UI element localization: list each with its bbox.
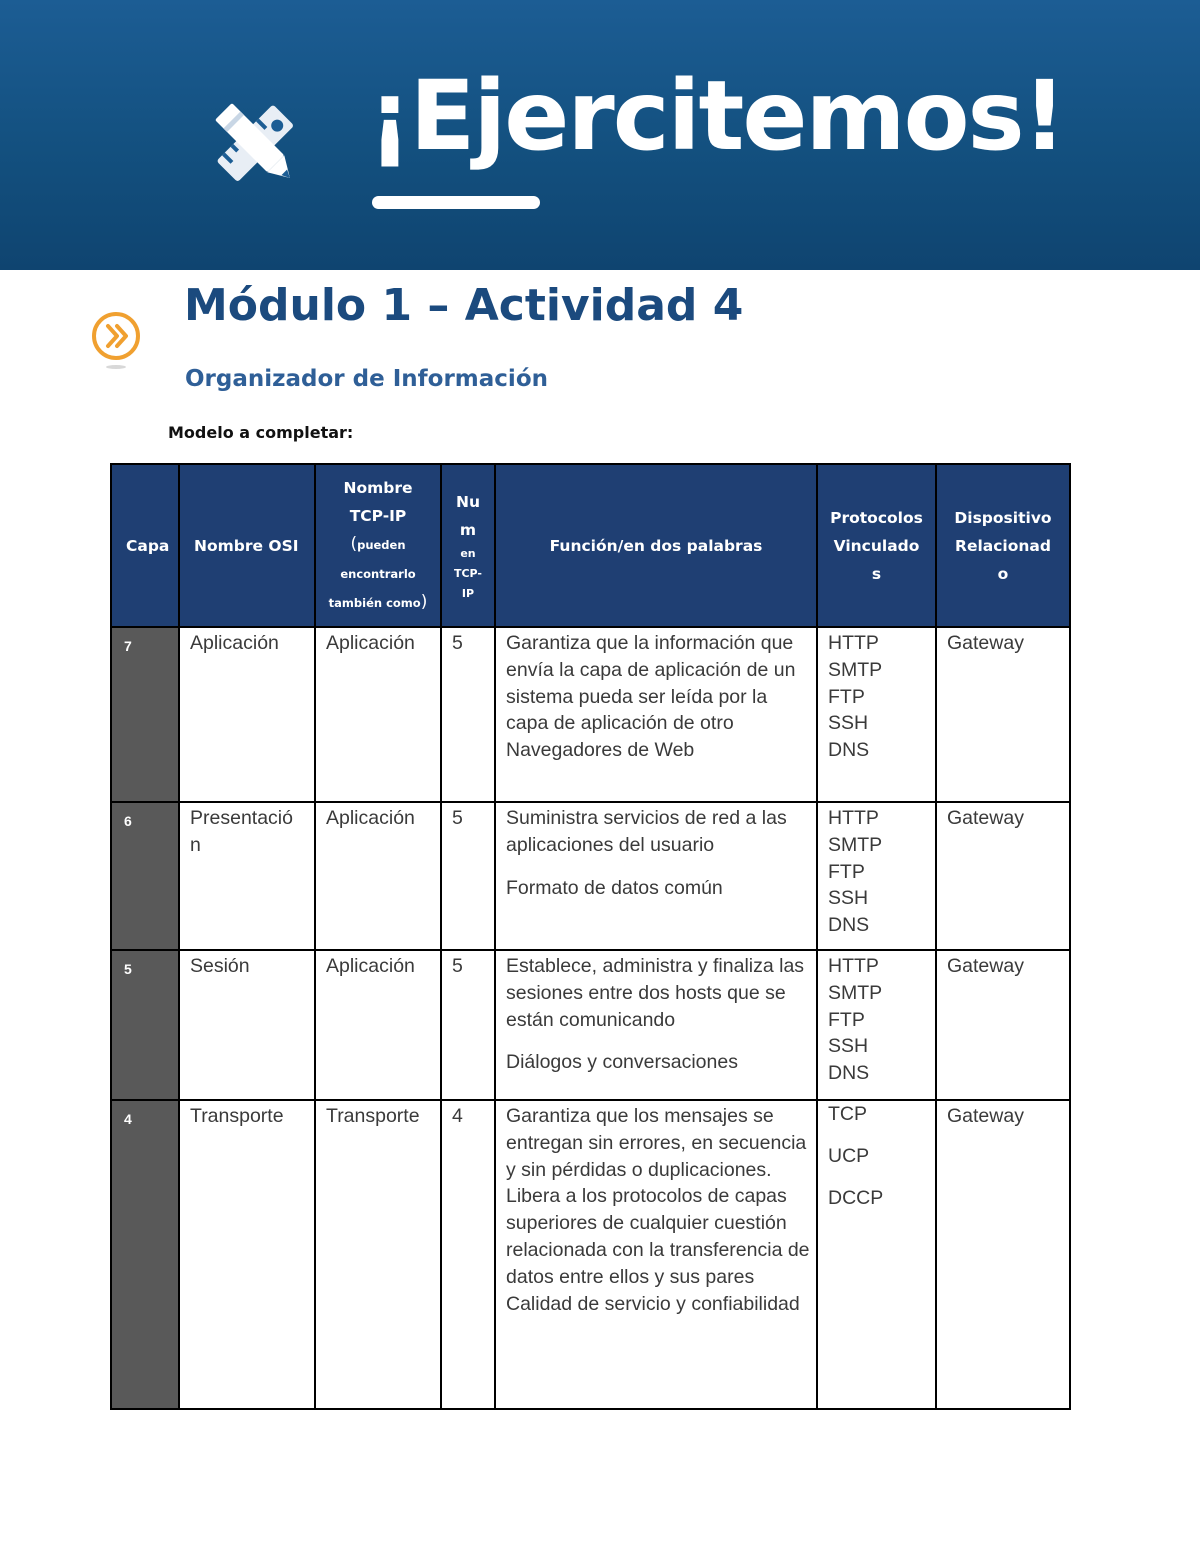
header-banner [0,0,1200,270]
function-cell [495,1100,817,1409]
protocol-item: FTP [828,860,865,883]
device-cell: Gateway [936,802,1070,950]
protocols-cell [817,627,936,802]
layer-number: 4 [111,1100,179,1409]
ruler-pencil-tools-icon [196,84,316,204]
device-cell: Gateway [936,950,1070,1100]
protocol-item: HTTP [828,632,879,654]
double-chevron-right-icon [88,310,144,370]
title-underline [372,196,540,209]
header-capa: Capa [111,464,179,627]
function-summary: Formato de datos común [506,876,723,899]
function-summary: Diálogos y conversaciones [506,1051,738,1074]
protocol-item: DNS [828,914,870,937]
module-title: Módulo 1 – Actividad 4 [184,280,744,331]
protocol-item: DNS [828,1062,870,1085]
tcp-num: 4 [441,1100,495,1409]
table-row [111,802,1070,950]
protocol-item: SSH [828,712,869,735]
banner-title: ¡Ejercitemos! [368,60,1065,172]
table-row [111,950,1070,1100]
module-subtitle: Organizador de Información [185,366,548,392]
function-cell [495,627,817,802]
protocol-item: SMTP [828,981,883,1004]
protocols-cell [817,950,936,1100]
osi-name: Transporte [179,1100,315,1409]
protocols-cell [817,1100,936,1409]
device-cell: Gateway [936,1100,1070,1409]
layer-number: 7 [111,627,179,802]
protocols-cell [817,802,936,950]
tcp-num: 5 [441,627,495,802]
table-row [111,1100,1070,1409]
header-dispositivo: Dispositivo Relacionad o [936,464,1070,627]
function-summary: Calidad de servicio y confiabilidad [506,1292,800,1315]
tcp-num: 5 [441,950,495,1100]
protocol-item: UCP [828,1145,870,1167]
model-label: Modelo a completar: [168,423,354,442]
function-cell [495,802,817,950]
table-row [111,627,1070,802]
tcp-name: Aplicación [315,950,441,1100]
tcp-name: Aplicación [315,627,441,802]
osi-name: Sesión [179,950,315,1100]
table-header-row [111,464,1070,627]
protocol-item: DCCP [828,1187,884,1209]
protocol-item: FTP [828,1008,865,1031]
tcp-name: Aplicación [315,802,441,950]
tcp-num: 5 [441,802,495,950]
device-cell: Gateway [936,627,1070,802]
protocol-item: DNS [828,739,870,762]
protocol-item: SSH [828,1035,869,1058]
osi-name: Aplicación [179,627,315,802]
protocol-item: TCP [828,1103,867,1125]
protocol-item: HTTP [828,955,879,977]
function-text: Garantiza que la información que envía la capa de aplicación de un sistema pueda ser leída por la capa de aplicación de otro [506,632,796,735]
protocol-item: SMTP [828,833,883,856]
osi-name: Presentació n [179,802,315,950]
header-nombre-tcp-ip: Nombre TCP-IP (pueden encontrarlo también como) [315,464,441,627]
header-nombre-osi: Nombre OSI [179,464,315,627]
protocol-item: SMTP [828,658,883,681]
protocol-item: SSH [828,887,869,910]
header-num: Nu m en TCP- IP [441,464,495,627]
protocol-item: FTP [828,685,865,708]
osi-organizer-table [110,463,1071,1410]
header-funcion: Función/en dos palabras [495,464,817,627]
tcp-name: Transporte [315,1100,441,1409]
function-text: Suministra servicios de red a las aplicaciones del usuario [506,807,787,856]
function-summary: Navegadores de Web [506,739,695,762]
header-protocolos: Protocolos Vinculado s [817,464,936,627]
function-cell [495,950,817,1100]
layer-number: 5 [111,950,179,1100]
protocol-item: HTTP [828,807,879,829]
function-text: Establece, administra y finaliza las sesiones entre dos hosts que se están comunicando [506,955,805,1031]
function-text: Garantiza que los mensajes se entregan sin errores, en secuencia y sin pérdidas o duplicaciones. Libera a los protocolos de capas superiores de cualquier cuestión relacionada con la transferencia de datos entre ellos y sus pares [506,1105,810,1288]
layer-number: 6 [111,802,179,950]
